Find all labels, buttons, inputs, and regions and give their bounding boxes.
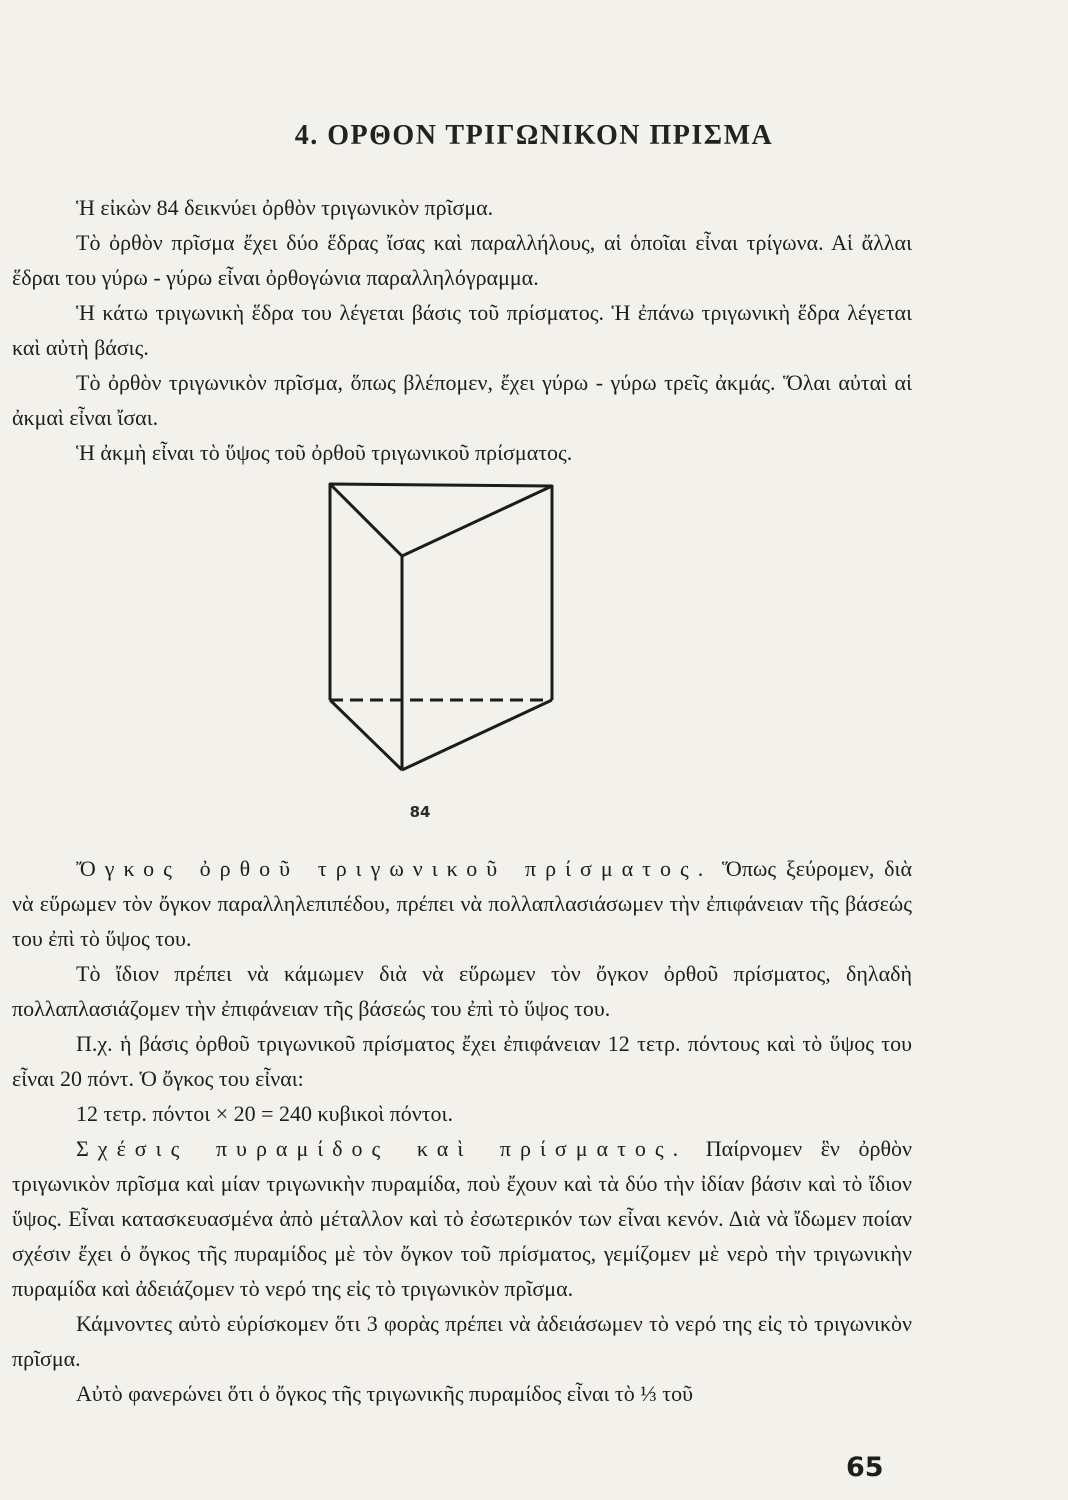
relation-intro-paragraph	[12, 1131, 912, 1306]
intro-paragraph: Τὸ ὀρθὸν πρῖσμα ἔχει δύο ἕδρας ἴσας καὶ παραλλήλους, αἱ ὁποῖαι εἶναι τρίγωνα. Αἱ ἄλλαι ἕδραι του γύρω - γύρω εἶναι ὀρθογώνια παραλληλόγραμμα.	[12, 230, 912, 290]
prism-bottom-edge-left	[330, 700, 402, 770]
triangular-prism-figure	[320, 470, 560, 780]
volume-section-title: Ὄγκος ὀρθοῦ τριγωνικοῦ πρίσματος.	[76, 856, 713, 881]
page-number: 65	[846, 1452, 884, 1483]
relation-section-body: Παίρνομεν ἓν ὀρθὸν τριγωνικὸν πρῖσμα καὶ μίαν τριγωνικὴν πυραμίδα, ποὺ ἔχουν καὶ τὰ δύο τὴν ἰδίαν βάσιν καὶ τὸ ἴδιον ὕψος. Εἶναι κατασκευασμένα ἀπὸ μέταλλον καὶ τὸ ἐσωτερικόν των εἶναι κενόν. Διὰ νὰ ἴδωμεν ποίαν σχέσιν ἔχει ὁ ὄγκος τῆς πυραμίδος μὲ τὸν ὄγκον τοῦ πρίσματος, γεμίζομεν μὲ νερὸ τὴν τριγωνικὴν πυραμίδα καὶ ἀδειάζομεν τὸ νερό της εἰς τὸ τριγωνικὸν πρῖσμα.	[12, 1136, 912, 1301]
section-heading: 4. ΟΡΘΟΝ ΤΡΙΓΩΝΙΚΟΝ ΠΡΙΣΜΑ	[294, 120, 774, 151]
intro-paragraph: Ἡ ἀκμὴ εἶναι τὸ ὕψος τοῦ ὀρθοῦ τριγωνικοῦ πρίσματος.	[76, 440, 573, 465]
relation-section-title: Σχέσις πυραμίδος καὶ πρίσματος.	[76, 1136, 688, 1161]
volume-example: 12 τετρ. πόντοι × 20 = 240 κυβικοὶ πόντοι.	[76, 1101, 453, 1126]
relation-paragraph: Αὐτὸ φανερώνει ὅτι ὁ ὄγκος τῆς τριγωνικῆς πυραμίδος εἶναι τὸ ⅓ τοῦ	[76, 1381, 693, 1406]
volume-paragraph: Π.χ. ἡ βάσις ὀρθοῦ τριγωνικοῦ πρίσματος ἔχει ἐπιφάνειαν 12 τετρ. πόντους καὶ τὸ ὕψος του εἶναι 20 πόντ. Ὁ ὄγκος του εἶναι:	[12, 1031, 912, 1091]
prism-top-face	[330, 484, 552, 556]
volume-paragraph: Τὸ ἴδιον πρέπει νὰ κάμωμεν διὰ νὰ εὕρωμεν τὸν ὄγκον ὀρθοῦ πρίσματος, δηλαδὴ πολλαπλασιάζομεν τὴν ἐπιφάνειαν τῆς βάσεώς του ἐπὶ τὸ ὕψος του.	[12, 961, 912, 1021]
volume-text	[12, 851, 912, 1411]
prism-bottom-edge-right	[402, 700, 552, 770]
intro-text	[12, 190, 912, 470]
figure-number: 84	[409, 803, 431, 821]
volume-section-body: Ὅπως ξεύρομεν, διὰ νὰ εὕρωμεν τὸν ὄγκον παραλληλεπιπέδου, πρέπει νὰ πολλαπλασιάσωμεν τὴν ἐπιφάνειαν τῆς βάσεώς του ἐπὶ τὸ ὕψος του.	[12, 856, 912, 951]
intro-paragraph: Τὸ ὀρθὸν τριγωνικὸν πρῖσμα, ὅπως βλέπομεν, ἔχει γύρω - γύρω τρεῖς ἀκμάς. Ὅλαι αὐταὶ αἱ ἀκμαὶ εἶναι ἴσαι.	[12, 370, 912, 430]
intro-paragraph: Ἡ εἰκὼν 84 δεικνύει ὀρθὸν τριγωνικὸν πρῖσμα.	[76, 195, 494, 220]
volume-intro-paragraph	[12, 851, 912, 956]
relation-paragraph: Κάμνοντες αὐτὸ εὑρίσκομεν ὅτι 3 φορὰς πρέπει νὰ ἀδειάσωμεν τὸ νερό της εἰς τὸ τριγωνικὸν πρῖσμα.	[12, 1311, 912, 1371]
intro-paragraph: Ἡ κάτω τριγωνικὴ ἕδρα του λέγεται βάσις τοῦ πρίσματος. Ἡ ἐπάνω τριγωνικὴ ἕδρα λέγεται καὶ αὐτὴ βάσις.	[12, 300, 912, 360]
